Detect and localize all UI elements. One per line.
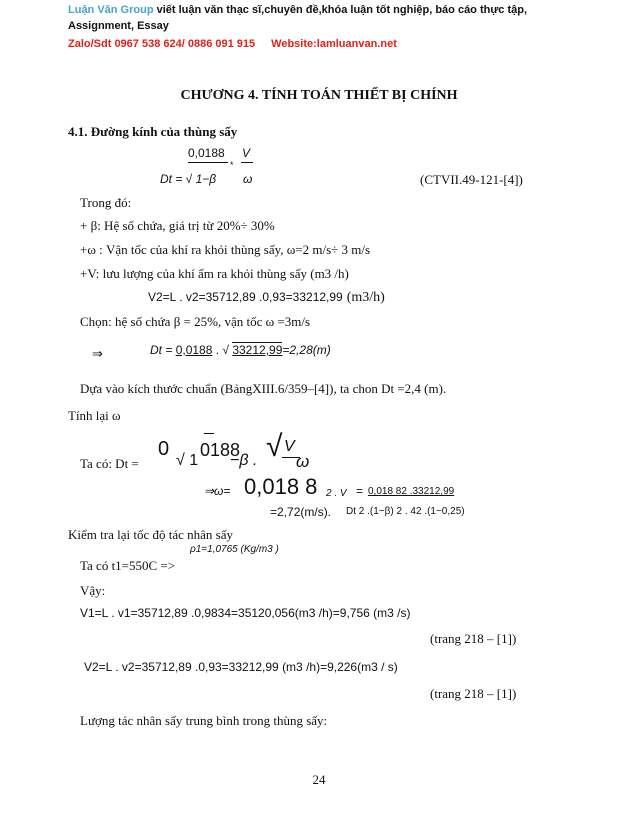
- taco-sqrt-one: √ 1: [176, 452, 199, 469]
- omega-big-coef: 0,018 8: [244, 474, 318, 499]
- dt-prefix: Dt =: [150, 343, 176, 357]
- header-contact-line: [68, 38, 397, 50]
- chapter-title: CHƯƠNG 4. TÍNH TOÁN THIẾT BỊ CHÍNH: [180, 88, 458, 103]
- where-label: Trong đó:: [80, 195, 132, 210]
- choose-line: Chọn: hệ số chứa β = 25%, vận tốc ω =3m/s: [80, 314, 311, 329]
- omega-result: =2,72(m/s).: [270, 505, 332, 519]
- omega-mid: 2 . V: [326, 488, 347, 499]
- implies-arrow: ⇒: [92, 346, 103, 361]
- v2-line-b: V2=L . v2=35712,89 .0,93=33212,99 (m3 /h)=9,226(m3 / s): [84, 660, 398, 674]
- taco-beta: −β .: [230, 452, 258, 469]
- page-number: 24: [312, 772, 326, 787]
- v1-line: V1=L . v1=35712,89 .0,9834=35120,056(m3 /h)=9,756 (m3 /s): [80, 606, 411, 620]
- bullet-beta: + β: Hệ số chứa, giá trị từ 20%÷ 30%: [80, 218, 275, 233]
- bullet-v: +V: lưu lượng của khí ẩm ra khỏi thùng sấy (m3 /h): [80, 266, 349, 281]
- header-brand: Luận Văn Group: [68, 4, 154, 16]
- formula1-reference: (CTVII.49-121-[4]): [420, 172, 523, 187]
- taco-v: V: [284, 438, 295, 455]
- section-title: 4.1. Đường kính của thùng sấy: [68, 124, 238, 139]
- average-agent-line: Lượng tác nhân sấy trung bình trong thùng sấy:: [80, 713, 328, 728]
- header-line-2: Assignment, Essay: [68, 20, 169, 32]
- formula1-v-bar: [241, 162, 253, 163]
- omega-rhs: 0,018 82 .33212,99: [368, 486, 455, 497]
- taco-zero: 0: [158, 438, 170, 460]
- formula1-star: *: [230, 160, 234, 170]
- dt-calculation: [150, 343, 331, 357]
- vay-label: Vậy:: [80, 583, 106, 598]
- t1-line: Ta có t1=550C =>: [80, 558, 176, 573]
- dt-v-value: 33212,99: [232, 343, 283, 357]
- taco-root: √: [266, 430, 283, 463]
- omega-prefix: ⇒ω=: [204, 484, 231, 498]
- reference-218-b: (trang 218 – [1]): [430, 686, 517, 701]
- omega-denominators: Dt 2 .(1−β) 2 . 42 .(1−0,25): [346, 506, 465, 517]
- header-tagline: viết luận văn thạc sĩ,chuyên đề,khóa luận tốt nghiệp, báo cáo thực tập,: [153, 4, 528, 16]
- taco-overline: [204, 433, 214, 434]
- header-website: Website:lamluanvan.net: [271, 38, 397, 50]
- bullet-omega: +ω : Vận tốc của khí ra khỏi thùng sấy, ω=2 m/s÷ 3 m/s: [80, 242, 371, 257]
- dt-result: =2,28(m): [282, 343, 331, 357]
- omega-eq: =: [356, 484, 364, 498]
- formula1-lhs: Dt = √ 1−β: [160, 172, 217, 186]
- check-label: Kiểm tra lại tốc độ tác nhân sấy: [68, 527, 233, 542]
- rho-value: ρ1=1,0765 (Kg/m3 ): [190, 544, 279, 555]
- taco-tail: 0188: [200, 440, 241, 460]
- taco-omega: ω: [296, 452, 310, 471]
- formula1-omega: ω: [243, 172, 253, 186]
- reference-218-a: (trang 218 – [1]): [430, 631, 517, 646]
- formula1-coef: 0,0188: [188, 146, 225, 160]
- formula1-v: V: [242, 146, 251, 160]
- dt-coef: 0,0188: [175, 343, 213, 357]
- v2-expression: V2=L . v2=35712,89 .0,93=33212,99: [148, 290, 343, 304]
- header-contact: Zalo/Sdt 0967 538 624/ 0886 091 915: [68, 38, 256, 50]
- recalc-label: Tính lại ω: [68, 408, 121, 423]
- v2-unit: (m3/h): [346, 290, 385, 305]
- formula1-fraction-bar: [188, 162, 228, 163]
- dt-mid: . √: [212, 343, 233, 357]
- standard-size-line: Dựa vào kích thước chuẩn (BảngXIII.6/359–[4]), ta chon Dt =2,4 (m).: [80, 381, 447, 396]
- v2-line: [148, 288, 385, 306]
- header-line-1: [68, 4, 527, 16]
- taco-label: Ta có: Dt =: [80, 456, 139, 471]
